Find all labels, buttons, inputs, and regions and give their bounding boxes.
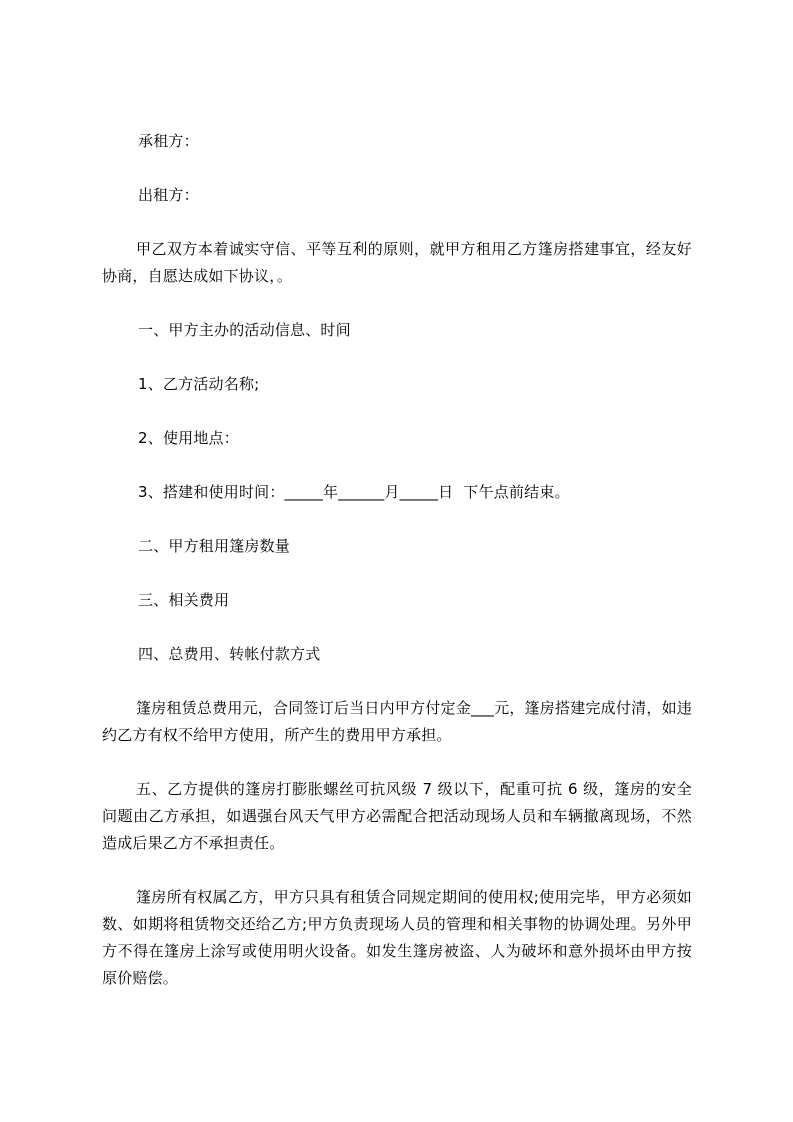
schedule-line: 3、搭建和使用时间：_____年______月_____日 下午点前结束。: [138, 483, 570, 501]
safety-paragraph: 五、乙方提供的篷房打膨胀螺丝可抗风级 7 级以下，配重可抗 6 级，篷房的安全问题由乙方承担，如遇强台风天气甲方必需配合把活动现场人员和车辆撤离现场，不然造成后果乙方不承担责任。: [102, 780, 692, 852]
location-line: 2、使用地点：: [138, 429, 239, 447]
lessor-line: 出租方：: [138, 186, 199, 204]
preamble-paragraph: 甲乙双方本着诚实守信、平等互利的原则，就甲方租用乙方篷房搭建事宜，经友好协商，自愿达成如下协议，。: [102, 240, 692, 285]
section-heading-3: 三、相关费用: [138, 591, 230, 609]
activity-name-line: 1、乙方活动名称;: [138, 375, 260, 393]
section-heading-1: 一、甲方主办的活动信息、时间: [138, 321, 351, 339]
section-heading-4: 四、总费用、转帐付款方式: [138, 645, 321, 663]
section-heading-2: 二、甲方租用篷房数量: [138, 537, 291, 555]
payment-paragraph: 篷房租赁总费用元，合同签订后当日内甲方付定金___元，篷房搭建完成付清，如违约乙方有权不给甲方使用，所产生的费用甲方承担。: [102, 699, 692, 744]
lessee-line: 承租方：: [138, 132, 199, 150]
document-body: [102, 128, 692, 1019]
ownership-paragraph: 篷房所有权属乙方，甲方只具有租赁合同规定期间的使用权;使用完毕，甲方必须如数、如期将租赁物交还给乙方;甲方负责现场人员的管理和相关事物的协调处理。另外甲方不得在篷房上涂写或使用明火设备。如发生篷房被盗、人为破坏和意外损坏由甲方按原价赔偿。: [102, 888, 692, 987]
